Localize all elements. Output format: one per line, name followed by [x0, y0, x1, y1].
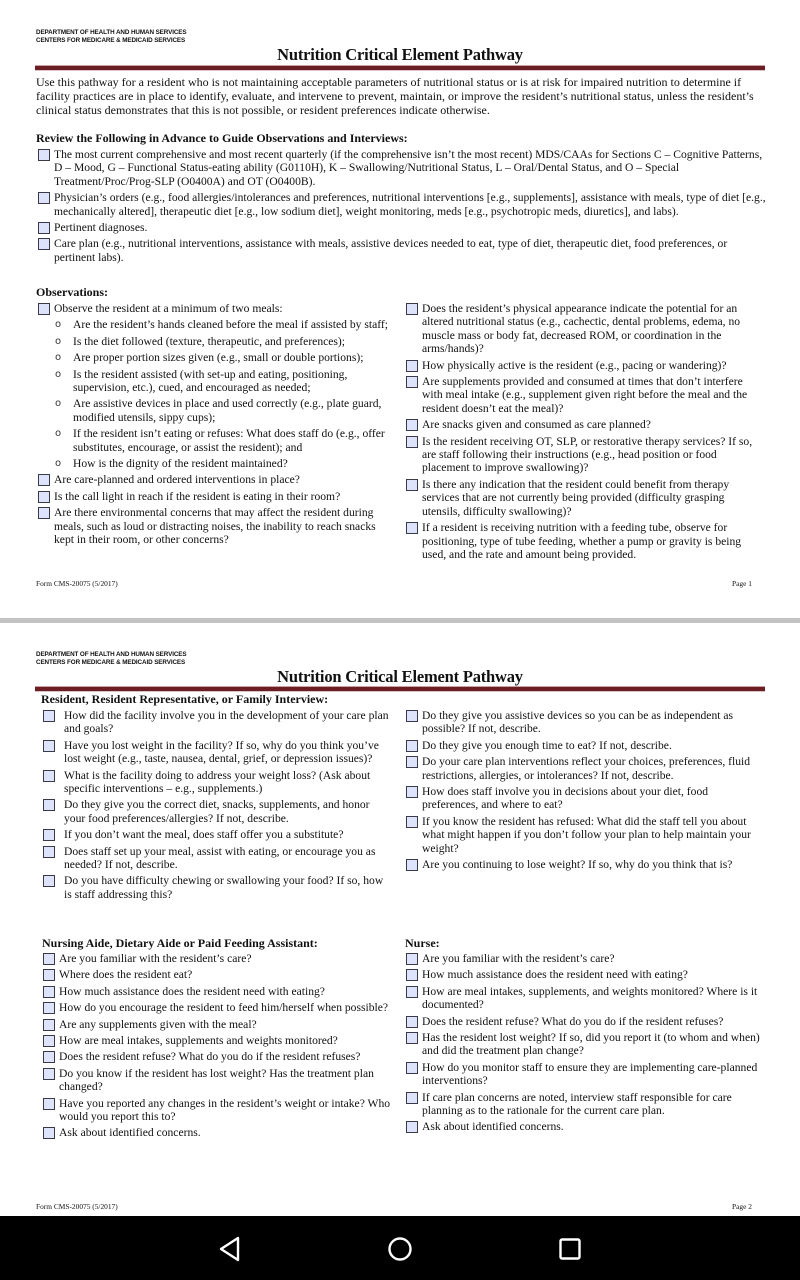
observation-item[interactable]: Observe the resident at a minimum of two meals: [36, 302, 396, 315]
interview-item[interactable]: Do your care plan interventions reflect your choices, preferences, fluid restrictions, allergies, or intolerances? If not, describe. [404, 755, 764, 782]
observation-subitem: o Are proper portion sizes given (e.g., small or double portions); [55, 351, 364, 365]
observation-subitem: o Are assistive devices in place and used correctly (e.g., plate guard, modified utensils, sippy cups); [55, 397, 382, 424]
page-number: Page 1 [732, 579, 752, 588]
home-button[interactable] [386, 1235, 414, 1263]
observation-subitem: o How is the dignity of the resident maintained? [55, 457, 288, 471]
agency-line-2: CENTERS FOR MEDICARE & MEDICAID SERVICES [36, 659, 186, 666]
checkbox[interactable] [38, 491, 50, 503]
agency-line-1: DEPARTMENT OF HEALTH AND HUMAN SERVICES [36, 651, 187, 658]
circle-bullet-icon: o [55, 368, 62, 380]
interview-item[interactable]: If care plan concerns are noted, interview staff responsible for care planning as to the rationale for the current care plan. [404, 1091, 764, 1118]
interview-item[interactable]: Have you lost weight in the facility? If so, why do you think you’ve lost weight (e.g., taste, nausea, dental, grief, or depression issues)? [41, 739, 391, 766]
checkbox[interactable] [406, 360, 418, 372]
checkbox[interactable] [406, 756, 418, 768]
checkbox[interactable] [406, 1092, 418, 1104]
observations-right-list [404, 302, 764, 564]
checkbox[interactable] [38, 507, 50, 519]
checkbox[interactable] [406, 786, 418, 798]
back-button[interactable] [216, 1235, 244, 1263]
circle-bullet-icon: o [55, 335, 62, 347]
review-heading: Review the Following in Advance to Guide Observations and Interviews: [36, 131, 408, 145]
review-item[interactable]: Physician’s orders (e.g., food allergies/intolerances and preferences, nutritional interventions [e.g., supplements], assistance with meals, type of diet [e.g., mechanically altered], therapeutic diet [e.g., low sodium diet], weight monitoring, meds [e.g., psychotropic meds, diuretics], and labs). [36, 191, 766, 218]
interview-item[interactable]: How do you encourage the resident to feed him/herself when possible? [41, 1001, 391, 1014]
checkbox[interactable] [43, 1035, 55, 1047]
resident-interview-right-list [404, 709, 764, 874]
recents-button[interactable] [556, 1235, 584, 1263]
circle-bullet-icon: o [55, 398, 62, 410]
form-number: Form CMS-20075 (5/2017) [36, 1202, 118, 1211]
checkbox[interactable] [43, 986, 55, 998]
circle-bullet-icon: o [55, 352, 62, 364]
observation-item[interactable]: How physically active is the resident (e.g., pacing or wandering)? [404, 359, 764, 372]
interview-item[interactable]: Are you familiar with the resident’s care? [404, 952, 764, 965]
checkbox[interactable] [43, 829, 55, 841]
checkbox[interactable] [406, 436, 418, 448]
interview-item[interactable]: If you don’t want the meal, does staff offer you a substitute? [41, 828, 391, 841]
observation-item[interactable]: If a resident is receiving nutrition with a feeding tube, observe for positioning, type of tube feeding, whether a pump or gravity is being used, and the rate and amount being provided. [404, 521, 764, 561]
observation-item[interactable]: Are snacks given and consumed as care planned? [404, 418, 764, 431]
circle-bullet-icon: o [55, 428, 62, 440]
checkbox[interactable] [43, 740, 55, 752]
checkbox[interactable] [43, 1051, 55, 1063]
checkbox[interactable] [43, 770, 55, 782]
checkbox[interactable] [38, 149, 50, 161]
interview-item[interactable]: How much assistance does the resident need with eating? [404, 968, 764, 981]
nurse-interview-list [404, 952, 764, 1137]
checkbox[interactable] [43, 953, 55, 965]
checkbox[interactable] [406, 419, 418, 431]
document-title: Nutrition Critical Element Pathway [277, 45, 523, 64]
interview-item[interactable]: How much assistance does the resident need with eating? [41, 985, 391, 998]
resident-interview-left-list [41, 709, 391, 904]
square-recents-icon [556, 1235, 584, 1263]
interview-item[interactable]: How are meal intakes, supplements, and weights monitored? Where is it documented? [404, 985, 764, 1012]
checkbox[interactable] [38, 303, 50, 315]
page-number: Page 2 [732, 1202, 752, 1211]
interview-item[interactable]: Do they give you the correct diet, snacks, supplements, and honor your food preferences/allergies? If not, describe. [41, 798, 391, 825]
observation-item[interactable]: Are care-planned and ordered interventions in place? [36, 473, 396, 486]
observation-item[interactable]: Are there environmental concerns that may affect the resident during meals, such as loud or distracting noises, the inability to reach snacks kept in their room, or other concerns? [36, 506, 396, 546]
interview-item[interactable]: Where does the resident eat? [41, 968, 391, 981]
checkbox[interactable] [406, 859, 418, 871]
aide-interview-heading: Nursing Aide, Dietary Aide or Paid Feeding Assistant: [42, 936, 318, 950]
interview-item[interactable]: What is the facility doing to address your weight loss? (Ask about specific interventions – e.g., supplements.) [41, 769, 391, 796]
checkbox[interactable] [38, 222, 50, 234]
observation-item[interactable]: Is there any indication that the resident could benefit from therapy services that are not currently being provided (difficulty grasping utensils, difficulty swallowing)? [404, 478, 764, 518]
intro-paragraph: Use this pathway for a resident who is not maintaining acceptable parameters of nutritional status or is at risk for impaired nutrition to determine if facility practices are in place to identify, evaluate, and intervene to prevent, maintain, or improve the resident’s nutritional status, unless the resident’s clinical status demonstrates that this is not possible, or resident preferences indicate otherwise. [36, 75, 754, 117]
agency-header [36, 29, 187, 45]
review-list [36, 148, 766, 267]
interview-item[interactable]: How did the facility involve you in the development of your care plan and goals? [41, 709, 391, 736]
checkbox[interactable] [38, 238, 50, 250]
checkbox[interactable] [406, 986, 418, 998]
form-number: Form CMS-20075 (5/2017) [36, 579, 118, 588]
observation-subitem: o Is the diet followed (texture, therapeutic, and preferences); [55, 334, 346, 348]
title-rule [35, 65, 765, 71]
review-item[interactable]: Care plan (e.g., nutritional interventions, assistance with meals, assistive devices needed to eat, type of diet, therapeutic diet, food preferences, or pertinent labs). [36, 237, 766, 264]
circle-bullet-icon: o [55, 319, 62, 331]
checkbox[interactable] [406, 1121, 418, 1133]
interview-item[interactable]: Do they give you assistive devices so you can be as independent as possible? If not, describe. [404, 709, 764, 736]
interview-item[interactable]: How does staff involve you in decisions about your diet, food preferences, and where to eat? [404, 785, 764, 812]
interview-item[interactable]: Ask about identified concerns. [41, 1126, 391, 1139]
interview-item[interactable]: Are you continuing to lose weight? If so, why do you think that is? [404, 858, 764, 871]
agency-header [36, 651, 187, 667]
triangle-back-icon [216, 1235, 244, 1263]
interview-item[interactable]: Do you have difficulty chewing or swallowing your food? If so, how is staff addressing this? [41, 874, 391, 901]
checkbox[interactable] [406, 1016, 418, 1028]
document-title: Nutrition Critical Element Pathway [277, 667, 523, 686]
checkbox[interactable] [406, 953, 418, 965]
checkbox[interactable] [406, 1032, 418, 1044]
checkbox[interactable] [43, 1019, 55, 1031]
checkbox[interactable] [43, 875, 55, 887]
observation-item[interactable]: Is the resident receiving OT, SLP, or restorative therapy services? If so, are staff following their instructions (e.g., head position or food placement to improve swallowing)? [404, 435, 764, 475]
checkbox[interactable] [406, 1062, 418, 1074]
interview-item[interactable]: How do you monitor staff to ensure they are implementing care-planned interventions? [404, 1061, 764, 1088]
checkbox[interactable] [43, 969, 55, 981]
observations-heading: Observations: [36, 285, 108, 299]
resident-interview-heading: Resident, Resident Representative, or Family Interview: [41, 692, 329, 706]
observation-item[interactable]: Are supplements provided and consumed at times that don’t interfere with meal intake (e.g., supplement given right before the meal and the resident doesn’t eat the meal)? [404, 375, 764, 415]
observation-item[interactable]: Does the resident’s physical appearance indicate the potential for an altered nutritional status (e.g., cachectic, dental problems, edema, no muscle mass or body fat, decreased ROM, or coordination in the arms/hands)? [404, 302, 764, 356]
review-item[interactable]: The most current comprehensive and most recent quarterly (if the comprehensive isn’t the most recent) MDS/CAAs for Sections C – Cognitive Patterns, D – Mood, G – Functional Status-eating ability (G0110H), K – Swallowing/Nutritional Status, L – Oral/Dental Status, and O – Special Treatment/Proc/Prog-SLP (O0400A) and OT (O0400B). [36, 148, 766, 188]
observation-subitem: o Are the resident’s hands cleaned before the meal if assisted by staff; [55, 318, 388, 332]
checkbox[interactable] [406, 969, 418, 981]
observation-item[interactable]: Is the call light in reach if the resident is eating in their room? [36, 490, 396, 503]
system-navigation-bar [0, 1216, 800, 1280]
interview-item[interactable]: Has the resident lost weight? If so, did you report it (to whom and when) and did the treatment plan change? [404, 1031, 764, 1058]
checkbox[interactable] [43, 1002, 55, 1014]
observation-subitem: o Is the resident assisted (with set-up and eating, positioning, supervision, etc.), cued, and encouraged as needed; [55, 367, 348, 395]
interview-item[interactable]: Have you reported any changes in the resident’s weight or intake? Who would you report this to? [41, 1097, 391, 1124]
checkbox[interactable] [406, 303, 418, 315]
checkbox[interactable] [43, 846, 55, 858]
review-item[interactable]: Pertinent diagnoses. [36, 221, 766, 234]
checkbox[interactable] [406, 710, 418, 722]
checkbox[interactable] [43, 1098, 55, 1110]
interview-item[interactable]: If you know the resident has refused: What did the staff tell you about what might happen if you don’t follow your plan to help maintain your weight? [404, 815, 764, 855]
checkbox[interactable] [43, 710, 55, 722]
checkbox[interactable] [406, 376, 418, 388]
pdf-page-2 [0, 623, 800, 1216]
interview-item[interactable]: Ask about identified concerns. [404, 1120, 764, 1133]
agency-line-1: DEPARTMENT OF HEALTH AND HUMAN SERVICES [36, 29, 187, 36]
interview-item[interactable]: How are meal intakes, supplements and weights monitored? [41, 1034, 391, 1047]
observations-left-list [36, 302, 396, 550]
nurse-interview-heading: Nurse: [405, 936, 440, 950]
pdf-page-1 [0, 0, 800, 618]
aide-interview-list [41, 952, 391, 1143]
interview-item[interactable]: Does staff set up your meal, assist with eating, or encourage you as needed? If not, describe. [41, 845, 391, 872]
checkbox[interactable] [406, 816, 418, 828]
checkbox[interactable] [38, 474, 50, 486]
checkbox[interactable] [38, 192, 50, 204]
checkbox[interactable] [43, 799, 55, 811]
circle-bullet-icon: o [55, 458, 62, 470]
interview-item[interactable]: Does the resident refuse? What do you do if the resident refuses? [41, 1050, 391, 1063]
interview-item[interactable]: Does the resident refuse? What do you do if the resident refuses? [404, 1015, 764, 1028]
agency-line-2: CENTERS FOR MEDICARE & MEDICAID SERVICES [36, 37, 186, 44]
interview-item[interactable]: Do you know if the resident has lost weight? Has the treatment plan changed? [41, 1067, 391, 1094]
observation-subitem: o If the resident isn’t eating or refuses: What does staff do (e.g., offer substitutes, encourage, or assist the resident); and [55, 427, 385, 454]
checkbox[interactable] [406, 479, 418, 491]
interview-item[interactable]: Do they give you enough time to eat? If not, describe. [404, 739, 764, 752]
checkbox[interactable] [43, 1127, 55, 1139]
circle-home-icon [386, 1235, 414, 1263]
checkbox[interactable] [406, 740, 418, 752]
checkbox[interactable] [406, 522, 418, 534]
checkbox[interactable] [43, 1068, 55, 1080]
interview-item[interactable]: Are you familiar with the resident’s care? [41, 952, 391, 965]
interview-item[interactable]: Are any supplements given with the meal? [41, 1018, 391, 1031]
